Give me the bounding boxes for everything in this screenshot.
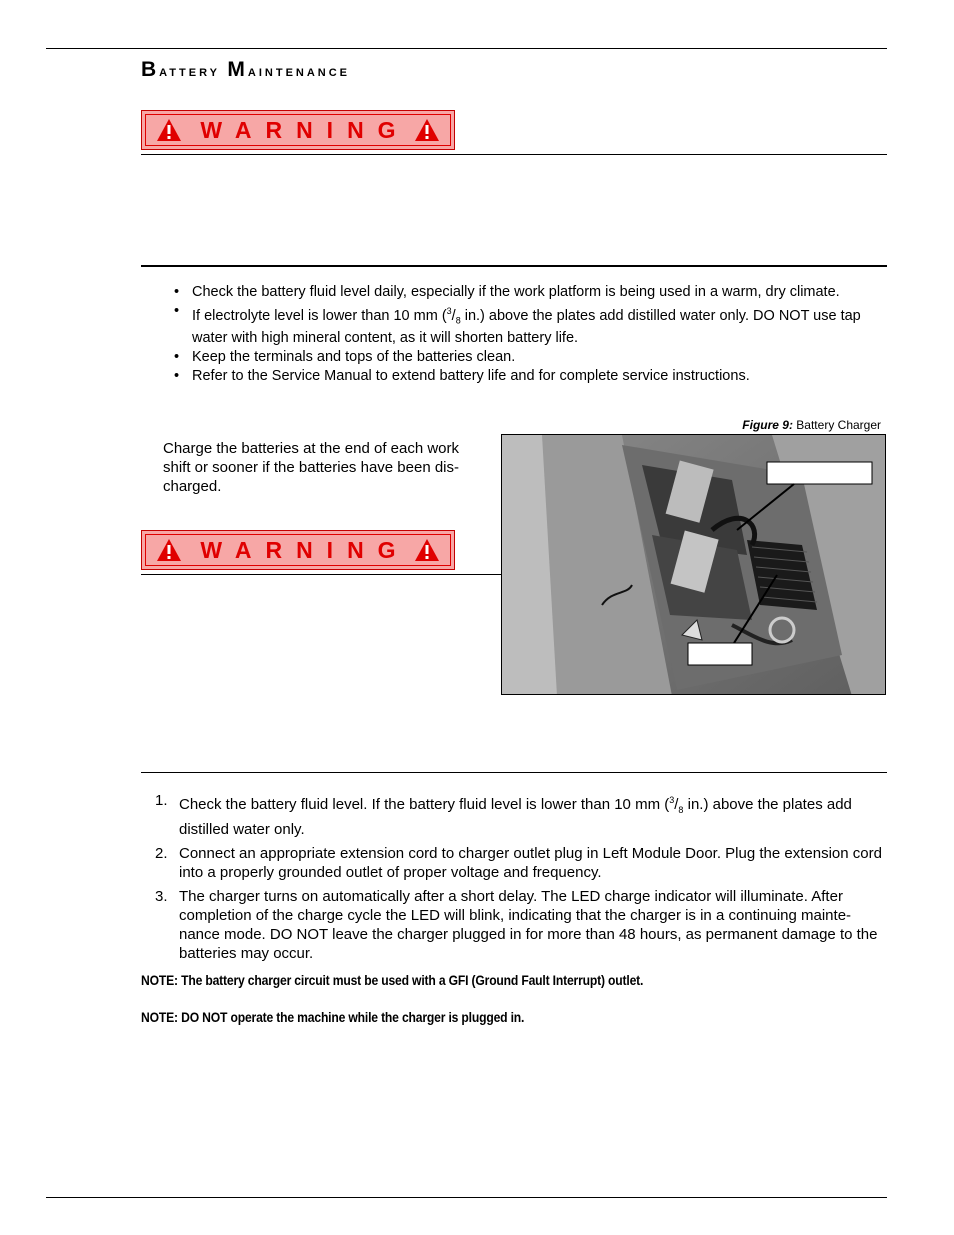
section-divider [141,265,887,267]
list-item: • Check the battery fluid level daily, especially if the work platform is being used in a warm, dry climate. [172,284,892,301]
warning-banner [141,110,455,150]
maintenance-bullet-list [172,284,892,387]
charging-steps [155,791,885,968]
section-title: Battery Maintenance [141,58,351,81]
warning-underline [141,574,501,575]
charge-paragraph: Charge the batteries at the end of each work shift or sooner if the batteries have been dis-charged. [163,440,460,495]
warning-triangle-icon [156,118,182,142]
warning-banner [141,530,455,570]
list-item: 1. Check the battery fluid level. If the battery fluid level is lower than 10 mm ($^3/_8$ in.) above the plates add distilled water only. [155,792,852,838]
callout-box [767,462,872,484]
note-gfi: NOTE: The battery charger circuit must be used with a GFI (Ground Fault Interrupt) outlet. [141,973,644,988]
warning-triangle-icon [156,538,182,562]
bottom-rule [46,1197,887,1198]
list-item: • Keep the terminals and tops of the batteries clean. [172,349,892,366]
list-item: • If electrolyte level is lower than 10 mm ($^3/_8$ in.) above the plates add distilled water only. DO NOT use tap water with high mineral content, as it will shorten battery life. [172,303,892,347]
callout-box [688,643,752,665]
battery-charger-photo [501,434,886,695]
warning-word: WARNING [200,536,410,563]
section-divider [141,772,887,773]
warning-triangle-icon [414,538,440,562]
note-do-not-operate: NOTE: DO NOT operate the machine while the charger is plugged in. [141,1010,525,1025]
battery-charger-illustration [502,435,886,695]
warning-word: WARNING [200,116,410,143]
warning-triangle-icon [414,118,440,142]
warning-underline [141,154,887,155]
list-item: • Refer to the Service Manual to extend battery life and for complete service instructions. [172,368,892,385]
figure-caption: Figure 9: Battery Charger [742,418,881,432]
list-item: 2. Connect an appropriate extension cord to charger outlet plug in Left Module Door. Plug the extension cord into a properly grounded outlet of proper voltage and frequency. [155,845,882,881]
list-item: 3. The charger turns on automatically after a short delay. The LED charge indicator will illuminate. After completion of the charge cycle the LED will blink, indicating that the charger is in a continuing mainte-nance mode. DO NOT leave the charger plugged in for more than 48 hours, as permanent damage to the batteries may occur. [155,888,878,962]
top-rule [46,48,887,49]
